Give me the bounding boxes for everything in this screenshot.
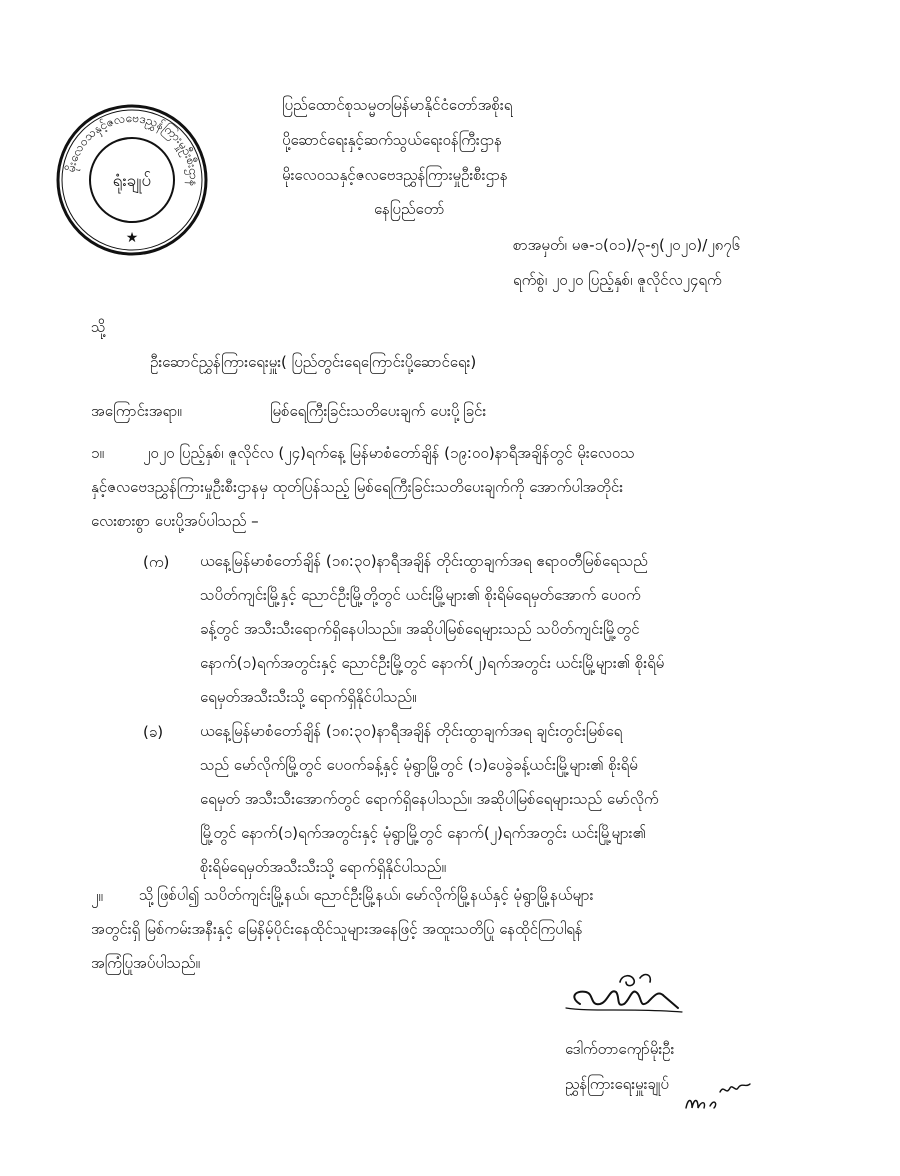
item-kha-text	[200, 714, 820, 884]
paragraph-1-line: နှင့်ဇလဗေဒညွှန်ကြားမှုဦးစီးဌာနမှ ထုတ်ပြန်သည့် မြစ်ရေကြီးခြင်းသတိပေးချက်ကို အောက်ပါအတိုင်း	[91, 478, 624, 496]
addressee-name: ဦးဆောင်ညွှန်ကြားရေးမှူး( ပြည်တွင်းရေကြောင်းပို့ဆောင်ရေး)	[150, 353, 477, 371]
initials-graphic	[680, 1062, 760, 1118]
paragraph-2	[91, 878, 821, 980]
item-ka-line: သပိတ်ကျင်းမြို့နှင့် ညောင်ဦးမြို့တို့တွင် ယင်းမြို့များ၏ စိုးရိမ်ရေမှတ်အောက် ပေ၀က်	[200, 586, 641, 604]
signatory-name: ဒေါက်တာကျော်မိုးဦး	[565, 1040, 675, 1058]
item-ka-line: ယနေ့မြန်မာစံတော်ချိန် (၁၈:၃၀)နာရီအချိန် တိုင်းထွာချက်အရ ဧရာဝတီမြစ်ရေသည်	[200, 552, 648, 570]
item-ka-marker: (က)	[143, 553, 170, 571]
subject-text: မြစ်ရေကြီးခြင်းသတိပေးချက် ပေးပို့ခြင်း	[270, 402, 487, 420]
item-ka-text	[200, 544, 820, 714]
item-kha-marker: (ခ)	[143, 723, 164, 741]
item-ka-line: ခန့်တွင် အသီးသီးရောက်ရှိနေပါသည်။ အဆိုပါမြစ်ရေများသည် သပိတ်ကျင်းမြို့တွင်	[200, 620, 640, 638]
item-kha-line: ရေမှတ် အသီးသီးအောက်တွင် ရောက်ရှိနေပါသည်။ အဆိုပါမြစ်ရေများသည် မော်လိုက်	[200, 790, 659, 808]
item-kha-line: စိုးရိမ်ရေမှတ်အသီးသီးသို့ ရောက်ရှိနိုင်ပါသည်။	[200, 858, 446, 876]
reference-number: စာအမှတ်၊ မဇ-၁(၀၁)/၃-၅(၂၀၂၀)/၂၈၇၆	[513, 236, 741, 254]
paragraph-2-line: အတွင်းရှိ မြစ်ကမ်းအနီးနှင့် မြေနိမ့်ပိုင်းနေထိုင်သူများအနေဖြင့် အထူးသတိပြု နေထိုင်ကြပါရန်	[91, 920, 583, 938]
paragraph-2-line: အကြံပြုအပ်ပါသည်။	[91, 954, 201, 972]
office-seal	[52, 100, 212, 260]
item-ka-line: ရေမှတ်အသီးသီးသို့ ရောက်ရှိနိုင်ပါသည်။	[200, 688, 417, 706]
paragraph-1-number: ၁။	[91, 444, 104, 462]
signatory-title: ညွှန်ကြားရေးမှူးချုပ်	[565, 1075, 669, 1093]
item-kha-line: မြို့တွင် နောက်(၁)ရက်အတွင်းနှင့် မုံရွာမြို့တွင် နောက်(၂)ရက်အတွင်း ယင်းမြို့များ၏	[200, 824, 646, 842]
to-label: သို့	[91, 318, 106, 336]
svg-text:မိုးလေဝသနှင့်ဇလဗေဒညွှန်ကြားမှု: မိုးလေဝသနှင့်ဇလဗေဒညွှန်ကြားမှုဦးစီးဌာန	[63, 110, 202, 187]
svg-text:★: ★	[125, 230, 139, 246]
item-ka-line: နောက်(၁)ရက်အတွင်းနှင့် ညောင်ဦးမြို့တွင် နောက်(၂)ရက်အတွင်း ယင်းမြို့များ၏ စိုးရိမ်	[200, 654, 665, 672]
letterhead-line-4: နေပြည်တော်	[374, 200, 445, 218]
letterhead-line-3: မိုးလေဝသနှင့်ဇလဗေဒညွှန်ကြားမှုဦးစီးဌာန	[282, 166, 508, 184]
letterhead-line-1: ပြည်ထောင်စုသမ္မတမြန်မာနိုင်ငံတော်အစိုးရ	[282, 96, 513, 114]
handwritten-initials	[680, 1062, 760, 1118]
paragraph-1-line: ၂၀၂၀ ပြည့်နှစ်၊ ဇူလိုင်လ (၂၄)ရက်နေ့ မြန်မာစံတော်ချိန် (၁၉:၀၀)နာရီအချိန်တွင် မိုးလေဝသ	[143, 444, 635, 462]
item-kha-line: သည် မော်လိုက်မြို့တွင် ပေ၀က်ခန့်နှင့် မုံရွာမြို့တွင် (၁)ပေခွဲခန့်ယင်းမြို့များ၏ စိုးရိမ်	[200, 756, 638, 774]
seal-graphic	[52, 100, 212, 260]
paragraph-1-line: လေးစားစွာ ပေးပို့အပ်ပါသည် –	[91, 512, 259, 530]
paragraph-2-line: သို့ဖြစ်ပါ၍ သပိတ်ကျင်းမြို့နယ်၊ ညောင်ဦးမြို့နယ်၊ မော်လိုက်မြို့နယ်နှင့် မုံရွာမြို့နယ်များ	[139, 886, 594, 904]
paragraph-1	[91, 436, 811, 538]
item-kha-line: ယနေ့မြန်မာစံတော်ချိန် (၁၈:၃၀)နာရီအချိန် တိုင်းထွာချက်အရ ချင်းတွင်းမြစ်ရေ	[200, 722, 623, 740]
signature-graphic	[560, 968, 690, 1028]
subject-label: အကြောင်းအရာ။	[91, 402, 182, 420]
handwritten-signature	[560, 968, 690, 1028]
seal-center-text: ရုံးချုပ်	[112, 171, 152, 191]
paragraph-2-number: ၂။	[91, 887, 103, 905]
letter-date: ရက်စွဲ၊ ၂၀၂၀ ပြည့်နှစ်၊ ဇူလိုင်လ၂၄ရက်	[513, 271, 722, 289]
letterhead-line-2: ပို့ဆောင်ရေးနှင့်ဆက်သွယ်ရေးဝန်ကြီးဌာန	[282, 131, 502, 149]
